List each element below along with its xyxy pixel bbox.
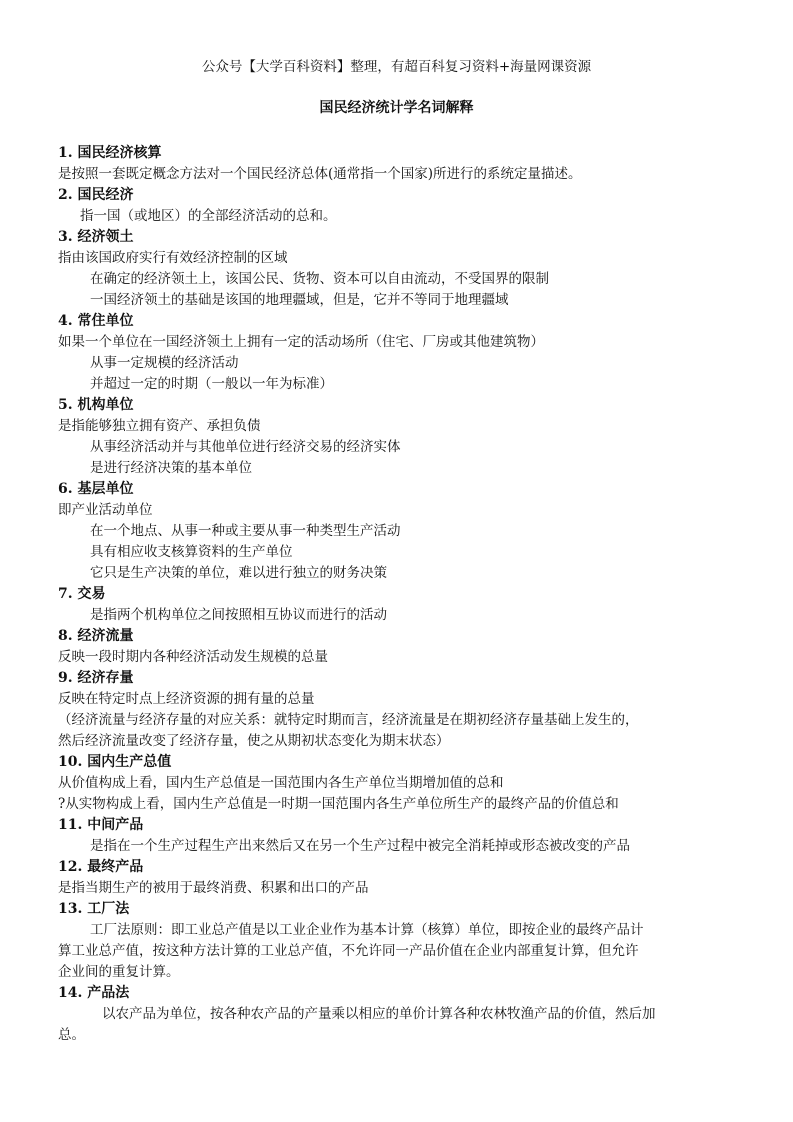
definition-line: 是指能够独立拥有资产、承担负债: [58, 418, 261, 434]
term-section: [58, 185, 748, 227]
term-section: [58, 899, 748, 983]
definition-line: 总。: [58, 1027, 85, 1043]
term-section: [58, 857, 748, 899]
definition-line: 即产业活动单位: [58, 502, 153, 518]
definition-line: 在确定的经济领土上，该国公民、货物、资本可以自由流动，不受国界的限制: [90, 271, 549, 287]
term-section: [58, 143, 748, 185]
term-heading: 12. 最终产品: [58, 859, 144, 875]
definition-line: 它只是生产决策的单位，难以进行独立的财务决策: [90, 565, 387, 581]
definition-line: 反映一段时期内各种经济活动发生规模的总量: [58, 649, 328, 665]
term-heading: 11. 中间产品: [58, 817, 144, 833]
definition-line: ?从实物构成上看，国内生产总值是一时期一国范围内各生产单位所生产的最终产品的价值总和: [58, 796, 619, 812]
definition-line: 企业间的重复计算。: [58, 964, 180, 980]
definition-line: 是按照一套既定概念方法对一个国民经济总体(通常指一个国家)所进行的系统定量描述。: [58, 166, 582, 182]
term-heading: 14. 产品法: [58, 985, 130, 1001]
definition-line: 指由该国政府实行有效经济控制的区域: [58, 250, 288, 266]
definition-line: 从事一定规模的经济活动: [90, 355, 239, 371]
definition-line: 指一国（或地区）的全部经济活动的总和。: [80, 208, 337, 224]
term-section: [58, 395, 748, 479]
definition-line: 如果一个单位在一国经济领土上拥有一定的活动场所（住宅、厂房或其他建筑物）: [58, 334, 544, 350]
definition-line: 具有相应收支核算资料的生产单位: [90, 544, 293, 560]
definition-line: 算工业总产值，按这种方法计算的工业总产值，不允许同一产品价值在企业内部重复计算，但允许: [58, 943, 639, 959]
term-section: [58, 479, 748, 584]
term-section: [58, 311, 748, 395]
document-body: [58, 143, 748, 1046]
document-title: 国民经济统计学名词解释: [319, 100, 474, 116]
definition-line: 然后经济流量改变了经济存量，使之从期初状态变化为期末状态）: [58, 733, 450, 749]
definition-line: （经济流量与经济存量的对应关系：就特定时期而言，经济流量是在期初经济存量基础上发生的，: [58, 712, 639, 728]
definition-line: 是指在一个生产过程生产出来然后又在另一个生产过程中被完全消耗掉或形态被改变的产品: [90, 838, 630, 854]
term-section: [58, 668, 748, 752]
term-heading: 2. 国民经济: [58, 187, 134, 203]
term-heading: 5. 机构单位: [58, 397, 134, 413]
definition-line: 工厂法原则：即工业总产值是以工业企业作为基本计算（核算）单位，即按企业的最终产品计: [90, 922, 644, 938]
term-heading: 9. 经济存量: [58, 670, 134, 686]
definition-line: 从事经济活动并与其他单位进行经济交易的经济实体: [90, 439, 401, 455]
term-section: [58, 752, 748, 815]
term-heading: 3. 经济领土: [58, 229, 134, 245]
definition-line: 一国经济领土的基础是该国的地理疆域，但是，它并不等同于地理疆域: [90, 292, 509, 308]
definition-line: 在一个地点、从事一种或主要从事一种类型生产活动: [90, 523, 401, 539]
definition-line: 是进行经济决策的基本单位: [90, 460, 252, 476]
term-heading: 4. 常住单位: [58, 313, 134, 329]
definition-line: 从价值构成上看，国内生产总值是一国范围内各生产单位当期增加值的总和: [58, 775, 504, 791]
term-heading: 13. 工厂法: [58, 901, 130, 917]
term-section: [58, 626, 748, 668]
term-heading: 8. 经济流量: [58, 628, 134, 644]
definition-line: 反映在特定时点上经济资源的拥有量的总量: [58, 691, 315, 707]
definition-line: 并超过一定的时期（一般以一年为标准）: [90, 376, 333, 392]
term-section: [58, 983, 748, 1046]
page-header: 公众号【大学百科资料】整理，有超百科复习资料+海量网课资源: [201, 59, 592, 75]
definition-line: 以农产品为单位，按各种农产品的产量乘以相应的单价计算各种农林牧渔产品的价值，然后加: [102, 1006, 656, 1022]
term-heading: 10. 国内生产总值: [58, 754, 172, 770]
term-section: [58, 584, 748, 626]
term-section: [58, 227, 748, 311]
term-section: [58, 815, 748, 857]
definition-line: 是指当期生产的被用于最终消费、积累和出口的产品: [58, 880, 369, 896]
term-heading: 1. 国民经济核算: [58, 145, 162, 161]
term-heading: 6. 基层单位: [58, 481, 134, 497]
term-heading: 7. 交易: [58, 586, 106, 602]
definition-line: 是指两个机构单位之间按照相互协议而进行的活动: [90, 607, 387, 623]
